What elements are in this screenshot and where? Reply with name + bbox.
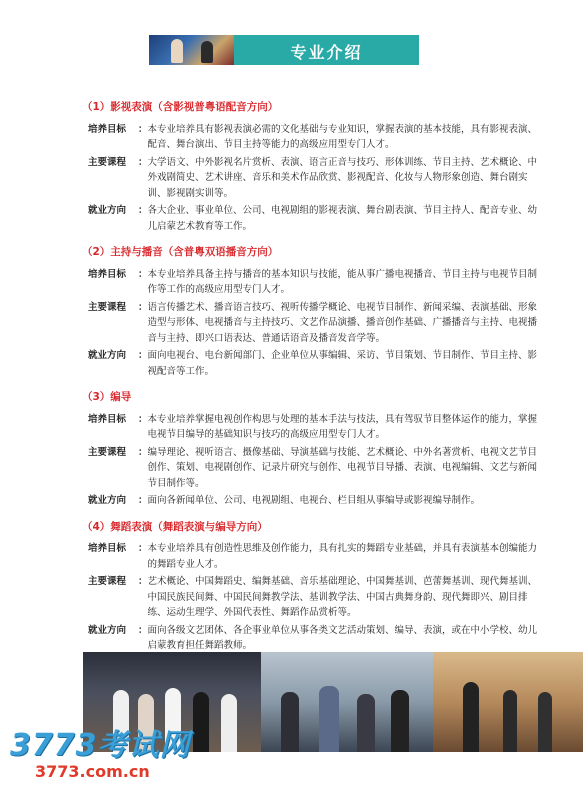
site-watermark (10, 720, 191, 781)
row-goal: 培养目标 ： 本专业培养具有创造性思维及创作能力，具有扎实的舞蹈专业基础，并具有表演基本创编能力的舞蹈专业人才。 (88, 541, 538, 572)
row-goal: 培养目标 ： 本专业培养具备主持与播音的基本知识与技能，能从事广播电视播音、节目主持与电视节目制作等工作的高级应用型专门人才。 (88, 267, 538, 298)
row-label: 主要课程 (88, 156, 127, 168)
row-label: 培养目标 (88, 543, 127, 554)
row-courses: 主要课程 ： 语言传播艺术、播音语言技巧、视听传播学概论、电视节目制作、新闻采编、表演基础、形象造型与形体、电视播音与主持技巧、文艺作品演播、播音创作基础、广播播音与主持、电视播音与主持、即兴口语表达、普通话语音及播音发音学等。 (88, 300, 538, 347)
header-photo (149, 35, 234, 65)
section-title: （4）舞蹈表演（舞蹈表演与编导方向） (82, 520, 268, 533)
section-title: （3）编导 (82, 391, 132, 403)
row-courses: 主要课程 ： 大学语文、中外影视名片赏析、表演、语言正音与技巧、形体训练、节目主持、艺术概论、中外戏剧简史、艺术讲座、音乐和美术作品欣赏、影视配音、化妆与人物形象创造、舞台剧实训、影视剧实训等。 (88, 155, 538, 202)
row-text: 本专业培养具备主持与播音的基本知识与技能，能从事广播电视播音、节目主持与电视节目制作等工作的高级应用型专门人才。 (147, 268, 538, 295)
row-career: 就业方向 ： 面向各级文艺团体、各企事业单位从事各类文艺活动策划、编导、表演，或在中小学校、幼儿启蒙教育担任舞蹈教师。 (88, 623, 538, 654)
row-goal: 培养目标 ： 本专业培养具有影视表演必需的文化基础与专业知识，掌握表演的基本技能，具有影视表演、配音、舞台演出、节目主持等能力的高级应用型专门人才。 (88, 122, 538, 153)
watermark-url: 3773.com.cn (35, 762, 150, 781)
row-text: 各大企业、事业单位、公司、电视剧组的影视表演、舞台剧表演、节目主持人、配音专业、幼儿启蒙艺术教育等工作。 (147, 205, 538, 232)
classroom-photo (261, 652, 433, 752)
row-text: 面向电视台、电台新闻部门、企业单位从事编辑、采访、节目策划、节目制作、节目主持、影视配音等工作。 (147, 350, 538, 377)
content (82, 100, 538, 656)
row-text: 语言传播艺术、播音语言技巧、视听传播学概论、电视节目制作、新闻采编、表演基础、形象造型与形体、电视播音与主持技巧、文艺作品演播、播音创作基础、广播播音与主持、电视播音与主持、即兴口语表达、普通话语音及播音发音学等。 (147, 301, 538, 344)
row-label: 就业方向 (88, 495, 127, 506)
row-career: 就业方向 ： 面向电视台、电台新闻部门、企业单位从事编辑、采访、节目策划、节目制作、节目主持、影视配音等工作。 (88, 348, 538, 379)
row-label: 就业方向 (88, 624, 127, 636)
page-title: 专业介绍 (290, 43, 363, 62)
section-directing (82, 390, 538, 509)
row-text: 艺术概论、中国舞蹈史、编舞基础、音乐基础理论、中国舞基训、芭蕾舞基训、现代舞基训、中国民族民间舞、中国民间舞教学法、基训教学法、中国古典舞身韵、现代舞即兴、剧目排练、运动生理学、外国代表性、舞蹈作品赏析等。 (147, 576, 538, 618)
row-label: 培养目标 (88, 268, 127, 280)
row-career: 就业方向 ： 面向各新闻单位、公司、电视剧组、电视台、栏目组从事编导或影视编导制作。 (88, 493, 538, 509)
row-label: 就业方向 (88, 205, 127, 216)
row-text: 面向各级文艺团体、各企事业单位从事各类文艺活动策划、编导、表演，或在中小学校、幼儿启蒙教育担任舞蹈教师。 (147, 624, 538, 651)
row-text: 本专业培养掌握电视创作构思与处理的基本手法与技法，具有驾驭节目整体运作的能力，掌握电视节目编导的基础知识与技巧的高级应用型专门人才。 (147, 413, 538, 440)
section-film-acting (82, 100, 538, 234)
row-label: 就业方向 (88, 350, 127, 361)
row-text: 本专业培养具有影视表演必需的文化基础与专业知识，掌握表演的基本技能，具有影视表演、配音、舞台演出、节目主持等能力的高级应用型专门人才。 (147, 123, 538, 150)
row-text: 编导理论、视听语言、摄像基础、导演基础与技能、艺术概论、中外名著赏析、电视文艺节目创作、策划、电视剧创作、记录片研究与创作、电视节目导播、表演、电视编辑、文艺与新闻节目制作等。 (147, 446, 538, 489)
row-courses: 主要课程 ： 编导理论、视听语言、摄像基础、导演基础与技能、艺术概论、中外名著赏析、电视文艺节目创作、策划、电视剧创作、记录片研究与创作、电视节目导播、表演、电视编辑、文艺与新闻节目制作等。 (88, 445, 538, 492)
row-courses: 主要课程 ： 艺术概论、中国舞蹈史、编舞基础、音乐基础理论、中国舞基训、芭蕾舞基训、现代舞基训、中国民族民间舞、中国民间舞教学法、基训教学法、中国古典舞身韵、现代舞即兴、剧目排练、运动生理学、外国代表性、舞蹈作品赏析等。 (88, 574, 538, 621)
row-label: 主要课程 (88, 576, 127, 587)
section-title: （2）主持与播音（含普粤双语播音方向） (82, 246, 279, 258)
row-label: 培养目标 (88, 413, 127, 425)
watermark-brand: 3773考试网 (10, 728, 191, 763)
row-text: 本专业培养具有创造性思维及创作能力，具有扎实的舞蹈专业基础，并具有表演基本创编能力的舞蹈专业人才。 (147, 543, 538, 570)
row-label: 主要课程 (88, 446, 127, 458)
row-label: 主要课程 (88, 301, 127, 313)
row-label: 培养目标 (88, 123, 127, 135)
section-hosting (82, 245, 538, 379)
presenter-figure-left (171, 39, 183, 63)
row-goal: 培养目标 ： 本专业培养掌握电视创作构思与处理的基本手法与技法，具有驾驭节目整体运作的能力，掌握电视节目编导的基础知识与技巧的高级应用型专门人才。 (88, 412, 538, 443)
dance-photo (433, 652, 583, 752)
row-text: 大学语文、中外影视名片赏析、表演、语言正音与技巧、形体训练、节目主持、艺术概论、中外戏剧简史、艺术讲座、音乐和美术作品欣赏、影视配音、化妆与人物形象创造、舞台剧实训、影视剧实训等。 (147, 156, 538, 199)
section-dance (82, 520, 538, 654)
row-text: 面向各新闻单位、公司、电视剧组、电视台、栏目组从事编导或影视编导制作。 (147, 495, 481, 506)
section-title: （1）影视表演（含影视普粤语配音方向） (82, 101, 279, 113)
row-career: 就业方向 ： 各大企业、事业单位、公司、电视剧组的影视表演、舞台剧表演、节目主持人、配音专业、幼儿启蒙艺术教育等工作。 (88, 203, 538, 234)
header-bar (234, 35, 419, 65)
presenter-figure-right (201, 41, 213, 63)
